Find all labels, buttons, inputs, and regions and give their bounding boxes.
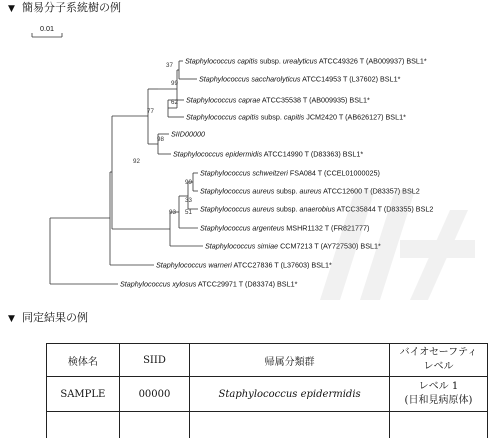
table-row-empty [47,412,488,439]
bootstrap-value: 77 [147,108,154,115]
bootstrap-value: 93 [169,209,176,216]
header-biosafety-line2: レベル [423,361,454,372]
header-taxon: 帰属分類群 [190,344,390,377]
tree-leaf-label: Staphylococcus aureus subsp. anaerobius ATCC35844 T (D83355) BSL2 [200,204,434,214]
bootstrap-value: 92 [133,158,140,165]
empty-cell [389,412,487,439]
tree-leaf-label: Staphylococcus xylosus ATCC29971 T (D83374) BSL1* [120,279,298,289]
triangle-down-icon: ▼ [8,314,15,324]
tree-leaf-label: Staphylococcus simiae CCM7213 T (AY727530) BSL1* [205,241,381,251]
table-row [47,377,488,412]
bootstrap-value: 37 [166,62,173,69]
header-siid: SIID [119,344,190,377]
bootstrap-value: 98 [157,136,164,143]
bootstrap-value: 62 [171,99,178,106]
tree-leaf-label: Staphylococcus schweitzeri FSA084 T (CCEL01000025) [200,168,380,178]
bootstrap-value: 51 [185,209,192,216]
result-table [46,343,488,438]
empty-cell [190,412,390,439]
bootstrap-value: 99 [171,80,178,87]
result-section-label: 同定結果の例 [22,311,88,324]
tree-leaf-label: Staphylococcus aureus subsp. aureus ATCC12600 T (D83357) BSL2 [200,186,420,196]
tree-leaf-label: Staphylococcus capitis subsp. capitis JCM2420 T (AB626127) BSL1* [186,112,406,122]
bootstrap-value: 33 [185,197,192,204]
table-header-row [47,344,488,377]
cell-siid: 00000 [119,377,190,412]
scale-bar-label: 0.01 [40,24,54,33]
tree-leaf-label: Staphylococcus caprae ATCC35538 T (AB009935) BSL1* [186,95,370,105]
tree-leaf-label: Staphylococcus warneri ATCC27836 T (L37603) BSL1* [156,260,332,270]
tree-leaf-label: Staphylococcus capitis subsp. urealyticus ATCC49326 T (AB009937) BSL1* [185,56,427,66]
cell-taxon: Staphylococcus epidermidis [190,377,390,412]
empty-cell [47,412,120,439]
triangle-down-icon: ▼ [8,4,15,14]
tree-leaf-label: SIID00000 [171,129,205,139]
tree-leaf-label: Staphylococcus argenteus MSHR1132 T (FR821777) [200,223,370,233]
tree-section-label: 簡易分子系統樹の例 [22,1,121,14]
header-sample-name: 検体名 [47,344,120,377]
cell-sample-name: SAMPLE [47,377,120,412]
header-biosafety-line1: バイオセーフティ [399,347,478,358]
tree-leaf-label: Staphylococcus epidermidis ATCC14990 T (D83363) BSL1* [173,149,364,159]
header-biosafety [389,344,487,377]
cell-biosafety-line1: レベル 1 [418,381,459,392]
cell-biosafety-line2: (日和見病原体) [404,395,473,406]
result-section-title [8,311,88,326]
bootstrap-value: 99 [185,179,192,186]
empty-cell [119,412,190,439]
cell-biosafety [389,377,487,412]
tree-leaf-label: Staphylococcus saccharolyticus ATCC14953 T (L37602) BSL1* [199,74,401,84]
